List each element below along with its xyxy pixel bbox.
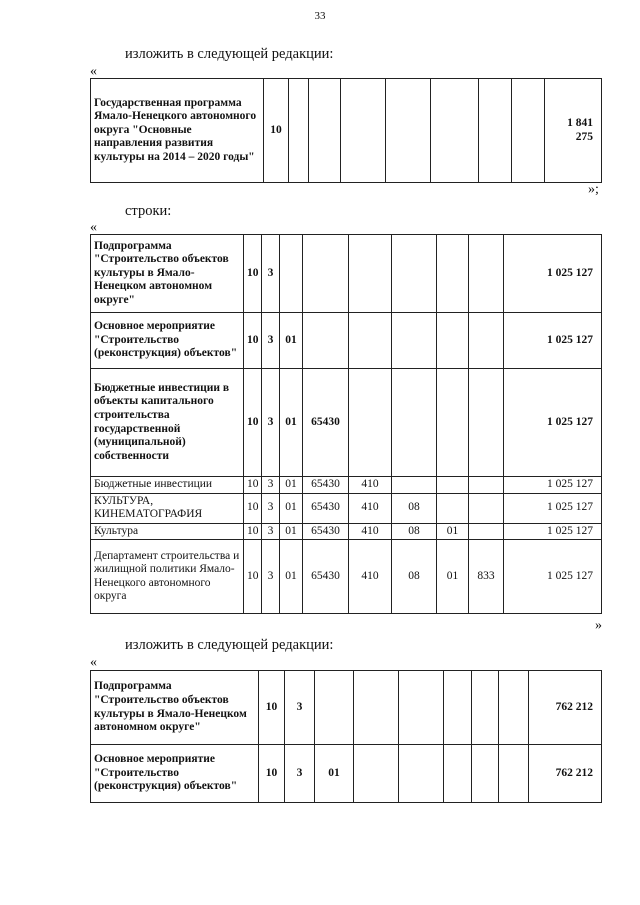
- block2-table: [90, 234, 602, 614]
- row-code-cell: 3: [285, 671, 315, 745]
- row-name-cell: Бюджетные инвестиции: [91, 477, 244, 494]
- row-code-cell: 10: [244, 477, 262, 494]
- row-amount-cell: 1 025 127: [504, 313, 602, 369]
- row-code-cell: 01: [315, 745, 354, 803]
- row-code-cell: [444, 671, 472, 745]
- row-code-cell: 10: [259, 745, 285, 803]
- row-code-cell: 65430: [303, 493, 349, 523]
- row-amount-cell: 1 025 127: [504, 477, 602, 494]
- row-code-cell: 3: [262, 523, 280, 540]
- row-name-cell: КУЛЬТУРА, КИНЕМАТОГРАФИЯ: [91, 493, 244, 523]
- row-code-cell: 10: [244, 493, 262, 523]
- row-amount-cell: 1 841 275: [545, 79, 602, 183]
- row-name-cell: Бюджетные инвестиции в объекты капитального строительства государственной (муниципальной) собственности: [91, 369, 244, 477]
- table-row: [91, 235, 602, 313]
- row-name-cell: Основное мероприятие "Строительство (реконструкция) объектов": [91, 745, 259, 803]
- row-code-cell: 01: [437, 523, 469, 540]
- row-code-cell: [289, 79, 309, 183]
- row-code-cell: [437, 235, 469, 313]
- row-code-cell: [399, 745, 444, 803]
- block2-quote-open: «: [90, 220, 97, 235]
- row-code-cell: [315, 671, 354, 745]
- row-code-cell: 01: [437, 540, 469, 614]
- row-name-cell: Основное мероприятие "Строительство (реконструкция) объектов": [91, 313, 244, 369]
- row-code-cell: 65430: [303, 523, 349, 540]
- row-code-cell: [303, 313, 349, 369]
- block1-close: »;: [588, 182, 599, 197]
- row-code-cell: [392, 235, 437, 313]
- row-amount-cell: 1 025 127: [504, 523, 602, 540]
- row-code-cell: 10: [264, 79, 289, 183]
- row-code-cell: 10: [259, 671, 285, 745]
- table-row: [91, 493, 602, 523]
- row-code-cell: 3: [262, 477, 280, 494]
- row-code-cell: [437, 369, 469, 477]
- table-row: [91, 313, 602, 369]
- row-amount-cell: 762 212: [529, 671, 602, 745]
- row-code-cell: [472, 745, 499, 803]
- row-code-cell: [399, 671, 444, 745]
- row-code-cell: [437, 493, 469, 523]
- row-code-cell: 01: [280, 477, 303, 494]
- row-code-cell: 08: [392, 540, 437, 614]
- row-code-cell: 10: [244, 540, 262, 614]
- row-name-cell: Департамент строительства и жилищной политики Ямало-Ненецкого автономного округа: [91, 540, 244, 614]
- row-code-cell: [472, 671, 499, 745]
- row-code-cell: [499, 745, 529, 803]
- row-name-cell: Государственная программа Ямало-Ненецкого автономного округа "Основные направления развития культуры на 2014 – 2020 годы": [91, 79, 264, 183]
- row-code-cell: [437, 313, 469, 369]
- block2-intro: строки:: [125, 203, 172, 219]
- row-code-cell: [479, 79, 512, 183]
- row-name-cell: Подпрограмма "Строительство объектов культуры в Ямало-Ненецком автономном округе": [91, 235, 244, 313]
- row-code-cell: 10: [244, 313, 262, 369]
- row-code-cell: [437, 477, 469, 494]
- row-code-cell: 08: [392, 523, 437, 540]
- row-code-cell: [349, 313, 392, 369]
- row-code-cell: [512, 79, 545, 183]
- table-row: [91, 369, 602, 477]
- block1-table: [90, 78, 602, 183]
- row-code-cell: 3: [262, 540, 280, 614]
- row-code-cell: 833: [469, 540, 504, 614]
- table-row: [91, 79, 602, 183]
- block2-close: »: [595, 618, 602, 633]
- row-code-cell: 410: [349, 523, 392, 540]
- row-code-cell: [303, 235, 349, 313]
- block3-intro: изложить в следующей редакции:: [125, 637, 334, 653]
- block1-intro: изложить в следующей редакции:: [125, 46, 334, 62]
- row-code-cell: [386, 79, 431, 183]
- row-code-cell: 10: [244, 369, 262, 477]
- row-code-cell: 3: [262, 493, 280, 523]
- row-code-cell: 3: [262, 369, 280, 477]
- row-code-cell: 410: [349, 493, 392, 523]
- row-code-cell: [280, 235, 303, 313]
- row-code-cell: [341, 79, 386, 183]
- row-code-cell: 08: [392, 493, 437, 523]
- row-amount-cell: 1 025 127: [504, 235, 602, 313]
- row-code-cell: [349, 369, 392, 477]
- table-row: [91, 745, 602, 803]
- row-code-cell: [444, 745, 472, 803]
- table-row: [91, 523, 602, 540]
- row-code-cell: 01: [280, 523, 303, 540]
- row-code-cell: 3: [262, 313, 280, 369]
- row-code-cell: 410: [349, 540, 392, 614]
- row-code-cell: [354, 745, 399, 803]
- row-code-cell: [469, 477, 504, 494]
- row-code-cell: 410: [349, 477, 392, 494]
- row-code-cell: [392, 369, 437, 477]
- row-code-cell: 65430: [303, 540, 349, 614]
- row-code-cell: [469, 313, 504, 369]
- row-amount-cell: 1 025 127: [504, 369, 602, 477]
- row-code-cell: [499, 671, 529, 745]
- row-code-cell: 3: [262, 235, 280, 313]
- row-amount-cell: 1 025 127: [504, 493, 602, 523]
- row-amount-cell: 1 025 127: [504, 540, 602, 614]
- table-row: [91, 671, 602, 745]
- row-amount-cell: 762 212: [529, 745, 602, 803]
- row-code-cell: [392, 477, 437, 494]
- row-code-cell: [469, 493, 504, 523]
- row-code-cell: [469, 523, 504, 540]
- row-code-cell: [392, 313, 437, 369]
- row-name-cell: Подпрограмма "Строительство объектов культуры в Ямало-Ненецком автономном округе": [91, 671, 259, 745]
- row-code-cell: 10: [244, 235, 262, 313]
- row-code-cell: 3: [285, 745, 315, 803]
- row-name-cell: Культура: [91, 523, 244, 540]
- row-code-cell: 01: [280, 369, 303, 477]
- row-code-cell: 65430: [303, 369, 349, 477]
- row-code-cell: [431, 79, 479, 183]
- block1-quote-open: «: [90, 64, 97, 79]
- row-code-cell: 01: [280, 540, 303, 614]
- row-code-cell: [469, 369, 504, 477]
- page-number: 33: [314, 10, 326, 22]
- row-code-cell: 65430: [303, 477, 349, 494]
- row-code-cell: [309, 79, 341, 183]
- row-code-cell: 01: [280, 493, 303, 523]
- row-code-cell: [469, 235, 504, 313]
- row-code-cell: [349, 235, 392, 313]
- table-row: [91, 477, 602, 494]
- row-code-cell: 10: [244, 523, 262, 540]
- row-code-cell: [354, 671, 399, 745]
- block3-quote-open: «: [90, 655, 97, 670]
- table-row: [91, 540, 602, 614]
- row-code-cell: 01: [280, 313, 303, 369]
- block3-table: [90, 670, 602, 803]
